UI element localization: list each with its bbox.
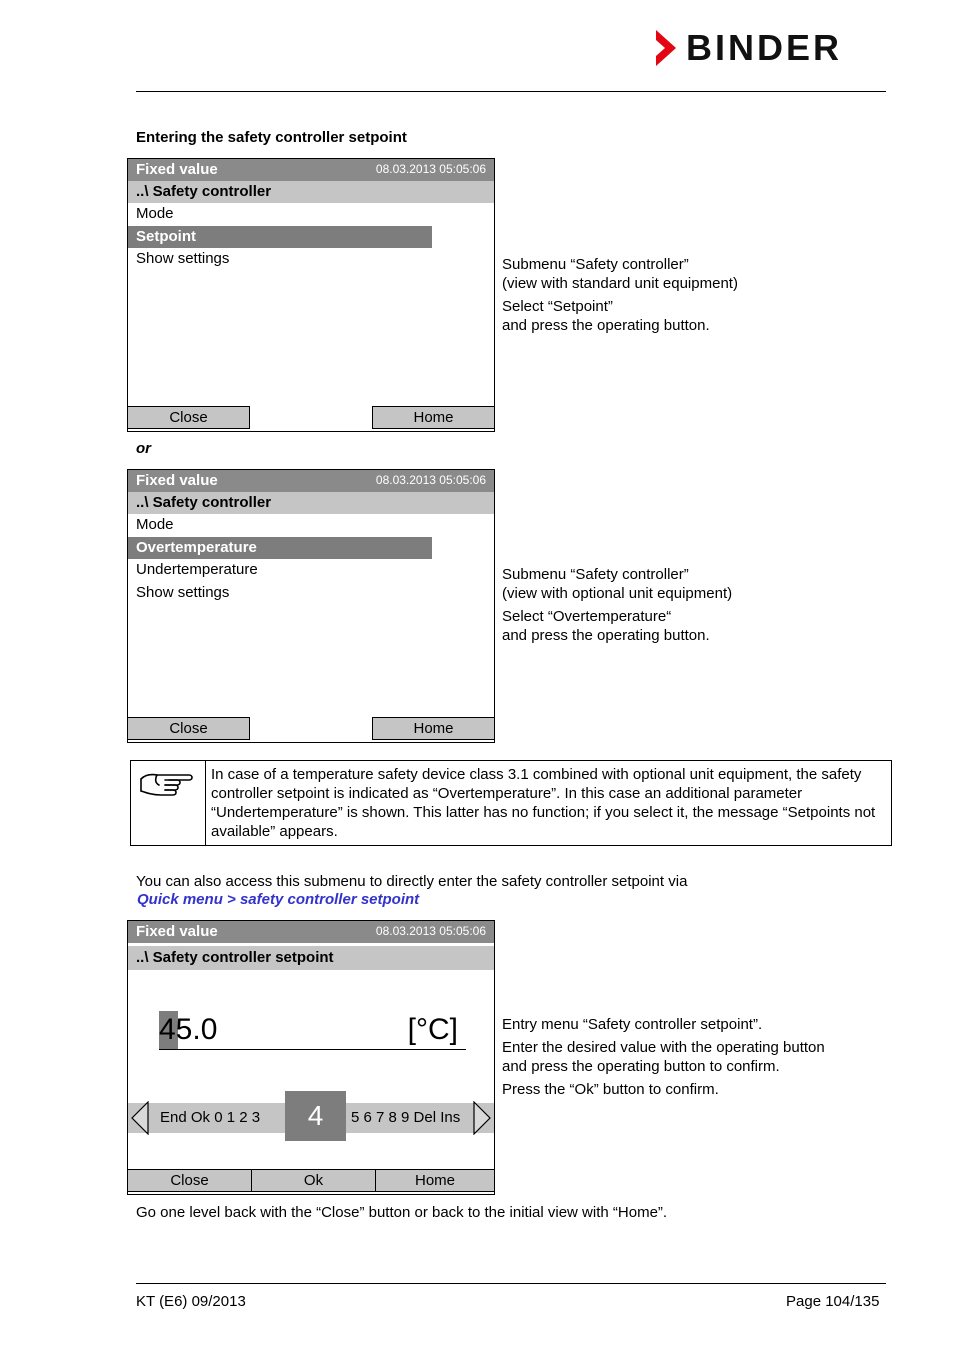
binder-logo — [654, 28, 889, 68]
screen-path — [128, 946, 494, 970]
home-button[interactable]: Home — [375, 1169, 495, 1192]
keyboard-selected-key[interactable]: 4 — [285, 1091, 346, 1141]
footer-document-id: KT (E6) 09/2013 — [136, 1293, 246, 1310]
pointing-hand-icon — [137, 765, 197, 805]
desc-line: Select “Setpoint” — [502, 298, 613, 315]
screen-safety-controller-setpoint-entry — [127, 920, 495, 1195]
desc-line: Press the “Ok” button to confirm. — [502, 1081, 719, 1098]
screen-title: Fixed value — [136, 472, 218, 489]
section-title: Entering the safety controller setpoint — [136, 129, 407, 146]
screen-header — [128, 921, 494, 943]
menu-item-mode[interactable]: Mode — [136, 205, 174, 222]
screen-header — [128, 470, 494, 492]
screen-path — [128, 492, 494, 514]
screen-safety-controller-standard — [127, 158, 495, 432]
header-divider — [136, 91, 886, 92]
navigation-paragraph: Go one level back with the “Close” button or back to the initial view with “Home”. — [136, 1204, 668, 1221]
close-button[interactable]: Close — [127, 406, 250, 429]
note-text: In case of a temperature safety device class 3.1 combined with optional unit equipment, the safety controller setpoint is indicated as “Overtemperature”. In this case an additional parameter “Undertemperature” is shown. This latter has no function; if you select it, the message “Setpoints not available” appears. — [211, 766, 876, 840]
scroll-right-arrow-icon[interactable] — [472, 1101, 492, 1135]
desc-line: Submenu “Safety controller” — [502, 566, 689, 583]
description-1 — [502, 255, 738, 335]
setpoint-value-field[interactable] — [159, 1011, 466, 1050]
menu-item-show-settings[interactable]: Show settings — [136, 584, 230, 601]
screen-path-label: ..\ Safety controller setpoint — [136, 949, 334, 966]
screen-title: Fixed value — [136, 923, 218, 940]
screen-datetime: 08.03.2013 05:05:06 — [375, 924, 486, 938]
scroll-left-arrow-icon[interactable] — [130, 1101, 150, 1135]
keyboard-keys-right[interactable]: 5 6 7 8 9 Del Ins — [351, 1109, 461, 1126]
home-button[interactable]: Home — [372, 717, 495, 740]
desc-line: and press the operating button. — [502, 627, 710, 644]
footer-page-number: Page 104/135 — [786, 1293, 880, 1310]
menu-item-overtemperature-selected[interactable] — [128, 537, 432, 559]
menu-item-show-settings[interactable]: Show settings — [136, 250, 230, 267]
desc-line: Select “Overtemperature“ — [502, 608, 672, 625]
close-button[interactable]: Close — [127, 1169, 252, 1192]
screen-path-label: ..\ Safety controller — [136, 183, 272, 200]
desc-line: Submenu “Safety controller” — [502, 256, 689, 273]
setpoint-value: 45.0 — [159, 1013, 218, 1046]
description-2 — [502, 565, 732, 645]
keyboard-keys-left[interactable]: End Ok 0 1 2 3 — [160, 1109, 261, 1126]
screen-datetime: 08.03.2013 05:05:06 — [375, 162, 486, 176]
desc-line: and press the operating button. — [502, 317, 710, 334]
setpoint-unit: [°C] — [407, 1013, 458, 1046]
menu-item-mode[interactable]: Mode — [136, 516, 174, 533]
note-divider — [205, 761, 206, 845]
screen-header — [128, 159, 494, 181]
screen-path-label: ..\ Safety controller — [136, 494, 272, 511]
description-3 — [502, 1015, 825, 1099]
quick-menu-paragraph: You can also access this submenu to directly enter the safety controller setpoint via — [136, 873, 688, 890]
menu-item-undertemperature[interactable]: Undertemperature — [136, 561, 258, 578]
screen-datetime: 08.03.2013 05:05:06 — [375, 473, 486, 487]
desc-line: Entry menu “Safety controller setpoint”. — [502, 1016, 763, 1033]
quick-menu-link[interactable]: Quick menu > safety controller setpoint — [137, 891, 420, 908]
ok-button[interactable]: Ok — [251, 1169, 376, 1192]
or-label: or — [136, 440, 151, 457]
home-button[interactable]: Home — [372, 406, 495, 429]
logo-arrow-icon — [654, 28, 680, 68]
desc-line: (view with standard unit equipment) — [502, 275, 738, 292]
footer-divider — [136, 1283, 886, 1284]
desc-line: Enter the desired value with the operating button — [502, 1039, 825, 1056]
note-box — [130, 760, 892, 846]
desc-line: and press the operating button to confirm. — [502, 1058, 780, 1075]
menu-item-label: Overtemperature — [136, 539, 257, 556]
screen-title: Fixed value — [136, 161, 218, 178]
menu-item-label: Setpoint — [136, 228, 196, 245]
desc-line: (view with optional unit equipment) — [502, 585, 733, 602]
screen-safety-controller-optional — [127, 469, 495, 743]
menu-item-setpoint-selected[interactable] — [128, 226, 432, 248]
close-button[interactable]: Close — [127, 717, 250, 740]
logo-text: BINDER — [686, 27, 843, 68]
screen-path — [128, 181, 494, 203]
